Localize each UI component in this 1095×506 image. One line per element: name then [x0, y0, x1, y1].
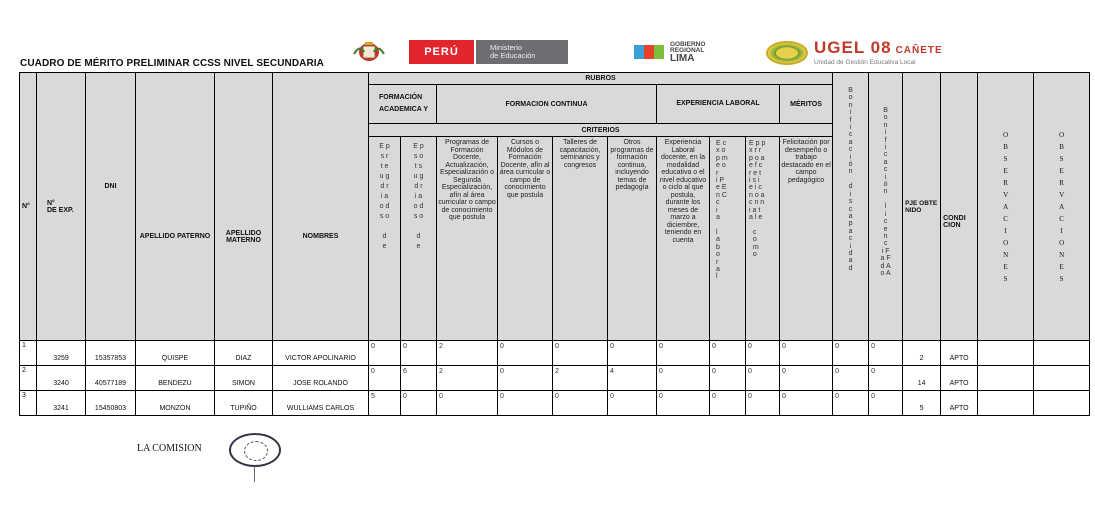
ugel-text — [814, 40, 943, 66]
row-score-cell: 2 — [553, 366, 608, 391]
row-condicion: APTO — [941, 341, 978, 366]
row-score-cell: 0 — [553, 341, 608, 366]
row-score-cell: 0 — [869, 341, 903, 366]
header-meritos: MÉRITOS — [780, 85, 833, 124]
row-score-cell: 0 — [369, 341, 401, 366]
row-apellido-paterno: BENDEZU — [136, 366, 215, 391]
row-number: 3 — [20, 391, 37, 416]
header-bonificacion-licenciado: B o n i f i c a c i ó n l i c e n c i F a F d A o A — [869, 73, 903, 341]
gore-text — [670, 42, 705, 63]
row-score-cell: 2 — [437, 341, 498, 366]
signature-label: LA COMISION — [137, 443, 202, 454]
row-score-cell: 5 — [369, 391, 401, 416]
header-formacion-continua: FORMACION CONTINUA — [437, 85, 657, 124]
ugel-subtitle: Unidad de Gestión Educativa Local — [814, 59, 916, 66]
row-score-cell: 0 — [746, 341, 780, 366]
ugel-name: UGEL 08 — [814, 38, 892, 57]
row-dni: 15450803 — [86, 391, 136, 416]
row-score-cell: 0 — [657, 341, 710, 366]
gore-line-3: LIMA — [670, 52, 695, 64]
row-condicion: APTO — [941, 366, 978, 391]
row-score-cell: 4 — [608, 366, 657, 391]
header-observaciones-1: O B S E R V A C I O N E S — [978, 73, 1034, 341]
official-stamp-icon — [229, 433, 281, 467]
header-apellido-materno: APELLIDO MATERNO — [215, 73, 273, 341]
row-dni: 40577189 — [86, 366, 136, 391]
row-apellido-materno: SIMON — [215, 366, 273, 391]
row-pje-obtenido: 2 — [903, 341, 941, 366]
row-score-cell: 0 — [553, 391, 608, 416]
header-experiencia-docente: Experiencia Laboral docente, en la modalidad educativa o el nivel educativo o ciclo al que postula, durante los meses de marzo a diciembre, teniendo en cuenta — [657, 137, 710, 341]
row-score-cell: 0 — [437, 391, 498, 416]
table-row — [20, 341, 1090, 366]
row-score-cell: 0 — [869, 366, 903, 391]
minedu-line-2: de Educación — [490, 51, 536, 60]
header-n-exp: N° DE EXP. — [37, 73, 86, 341]
row-n-exp: 3241 — [37, 391, 86, 416]
row-score-cell: 0 — [780, 366, 833, 391]
row-score-cell: 0 — [369, 366, 401, 391]
row-number: 1 — [20, 341, 37, 366]
row-score-cell: 0 — [869, 391, 903, 416]
header-criterios: CRITERIOS — [369, 124, 833, 137]
row-apellido-materno: DIAZ — [215, 341, 273, 366]
row-nombres: WULLIAMS CARLOS — [273, 391, 369, 416]
row-pje-obtenido: 14 — [903, 366, 941, 391]
row-score-cell: 0 — [657, 391, 710, 416]
row-score-cell: 0 — [657, 366, 710, 391]
row-apellido-materno: TUPIÑO — [215, 391, 273, 416]
header-formacion-academica: FORMACIÓN ACADEMICA Y — [369, 85, 437, 124]
row-score-cell: 6 — [401, 366, 437, 391]
header-n: N° — [20, 73, 37, 341]
row-dni: 15357853 — [86, 341, 136, 366]
row-observaciones-1 — [978, 391, 1034, 416]
header-dni: DNI — [86, 73, 136, 341]
header-condicion: CONDI CION — [941, 73, 978, 341]
table-row — [20, 391, 1090, 416]
row-score-cell: 0 — [498, 391, 553, 416]
header-felicitacion: Felicitación por desempeño o trabajo destacado en el campo pedagógico — [780, 137, 833, 341]
row-score-cell: 0 — [401, 341, 437, 366]
gore-mark-icon — [634, 45, 664, 59]
row-pje-obtenido: 5 — [903, 391, 941, 416]
row-n-exp: 3240 — [37, 366, 86, 391]
row-score-cell: 0 — [746, 391, 780, 416]
header-rubros: RUBROS — [369, 73, 833, 85]
ugel-logo — [766, 40, 996, 66]
header-programas-formacion: Programas de Formación Docente, Actualización, Especialización o Segunda Especialización, afín al área curricular o campo de conocimiento que postula — [437, 137, 498, 341]
header-apellido-paterno: APELLIDO PATERNO — [136, 73, 215, 341]
row-score-cell: 0 — [710, 366, 746, 391]
ugel-place: CAÑETE — [895, 45, 943, 56]
row-score-cell: 0 — [746, 366, 780, 391]
header-pje-obtenido: PJE OBTE NIDO — [903, 73, 941, 341]
header-talleres: Talleres de capacitación, seminarios y congresos — [553, 137, 608, 341]
peru-coat-of-arms-icon — [352, 40, 386, 64]
row-observaciones-1 — [978, 366, 1034, 391]
row-score-cell: 0 — [710, 341, 746, 366]
row-n-exp: 3259 — [37, 341, 86, 366]
row-apellido-paterno: QUISPE — [136, 341, 215, 366]
header-observaciones-2: O B S E R V A C I O N E S — [1034, 73, 1090, 341]
header-estudios-pregrado: E p s r t e u g d r i a o d s o d e — [369, 137, 401, 341]
ugel-name-line — [814, 40, 943, 59]
row-score-cell: 2 — [437, 366, 498, 391]
document-title: CUADRO DE MÉRITO PRELIMINAR CCSS NIVEL SECUNDARIA — [20, 58, 324, 69]
header-cursos-modulos: Cursos o Módulos de Formación Docente, afín al área curricular o campo de conocimiento que postula — [498, 137, 553, 341]
row-score-cell: 0 — [833, 391, 869, 416]
row-score-cell: 0 — [608, 341, 657, 366]
gobierno-regional-lima-logo — [634, 40, 734, 64]
row-nombres: VICTOR APOLINARIO — [273, 341, 369, 366]
gore-line-1: GOBIERNO — [670, 40, 706, 48]
header-experiencia-pec: E c x o p m e o r i P e E n C c i a l a b o r a l — [710, 137, 746, 341]
peru-brand-logo: PERÚ — [409, 40, 474, 64]
row-score-cell: 0 — [833, 341, 869, 366]
row-score-cell: 0 — [833, 366, 869, 391]
row-score-cell: 0 — [498, 366, 553, 391]
row-nombres: JOSE ROLANDO — [273, 366, 369, 391]
row-number: 2 — [20, 366, 37, 391]
header-bonificacion-discapacidad: B o n i f i c a c i ó n d i s c a p a c i d a d — [833, 73, 869, 341]
row-condicion: APTO — [941, 391, 978, 416]
table-row — [20, 366, 1090, 391]
minedu-line-1: Ministerio — [490, 43, 523, 52]
row-score-cell: 0 — [608, 391, 657, 416]
row-score-cell: 0 — [780, 391, 833, 416]
ugel-seal-icon — [766, 41, 808, 65]
header-experiencia-profesor-practicante: E p p x r r p o a e f c r e t i s i e i c n o a c n n i a t a l e c o m o — [746, 137, 780, 341]
row-score-cell: 0 — [498, 341, 553, 366]
row-observaciones-1 — [978, 341, 1034, 366]
header-estudios-posgrado: E p s o t s u g d r i a o d s o d e — [401, 137, 437, 341]
gore-line-2: REGIONAL — [670, 46, 705, 54]
header-experiencia-laboral: EXPERIENCIA LABORAL — [657, 85, 780, 124]
row-observaciones-2 — [1034, 391, 1090, 416]
row-observaciones-2 — [1034, 341, 1090, 366]
minedu-logo — [476, 40, 568, 64]
row-observaciones-2 — [1034, 366, 1090, 391]
row-score-cell: 0 — [780, 341, 833, 366]
row-score-cell: 0 — [401, 391, 437, 416]
signature-stroke — [254, 466, 255, 482]
merit-table — [19, 72, 1090, 416]
row-score-cell: 0 — [710, 391, 746, 416]
row-apellido-paterno: MONZON — [136, 391, 215, 416]
header-otros-programas: Otros programas de formación continua, incluyendo temas de pedagogía — [608, 137, 657, 341]
header-nombres: NOMBRES — [273, 73, 369, 341]
